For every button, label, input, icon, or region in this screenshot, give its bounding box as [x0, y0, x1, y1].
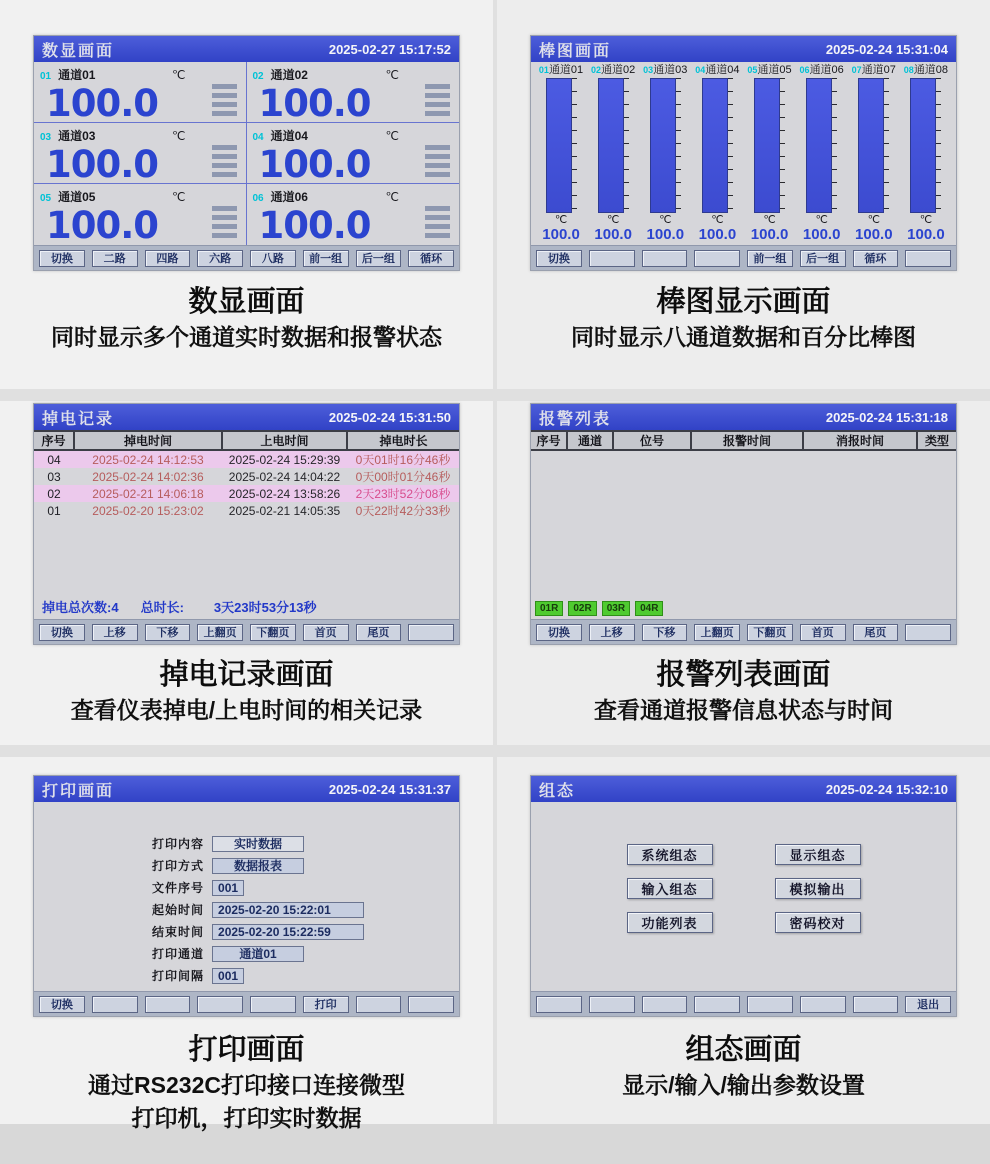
- softkey-empty[interactable]: [250, 996, 296, 1013]
- alarm-level-icon: [212, 206, 237, 238]
- softkey-cycle[interactable]: 循环: [408, 250, 454, 267]
- channel-label: 通道01: [58, 68, 96, 82]
- channel-unit: ℃: [385, 129, 399, 143]
- screen-body: [34, 62, 459, 245]
- cell-poweroff: [0, 401, 493, 745]
- screen-header: [34, 36, 459, 62]
- caption: [0, 657, 493, 727]
- softkey-4ch[interactable]: 四路: [145, 250, 191, 267]
- channel-unit: ℃: [867, 214, 880, 226]
- screen-print: [33, 775, 460, 1017]
- channel-unit: ℃: [554, 214, 568, 226]
- file-number-field[interactable]: 001: [212, 880, 244, 896]
- screen-timestamp: 2025-02-24 15:31:37: [328, 781, 451, 797]
- field-label: 打印通道: [152, 947, 205, 961]
- softkey-empty[interactable]: [197, 996, 243, 1013]
- channel-unit: ℃: [763, 214, 776, 226]
- softkey-8ch[interactable]: 八路: [250, 250, 296, 267]
- bar-channel-column: [796, 63, 848, 245]
- softkey-prev-group[interactable]: 前一组: [303, 250, 349, 267]
- channel-value: 100.0: [258, 143, 371, 186]
- caption-subtitle: 查看通道报警信息状态与时间: [594, 697, 893, 723]
- channel-bar: [650, 78, 676, 213]
- softkey-switch[interactable]: 切换: [39, 250, 85, 267]
- softkey-print[interactable]: 打印: [303, 996, 349, 1013]
- caption: [0, 1032, 493, 1135]
- softkey-empty[interactable]: [589, 996, 635, 1013]
- screen-timestamp: 2025-02-24 15:31:04: [825, 41, 948, 57]
- screen-bar-graph: [530, 35, 957, 271]
- caption-title: 报警列表画面: [656, 659, 831, 691]
- channel-bar: [702, 78, 728, 213]
- field-label: 打印方式: [152, 859, 205, 873]
- print-form: [34, 802, 459, 983]
- channel-value: 100.0: [698, 226, 737, 243]
- channel-label: 通道02: [270, 68, 308, 82]
- channel-value: 100.0: [46, 204, 159, 245]
- channel-value: 100.0: [594, 226, 632, 243]
- table-row[interactable]: 04 2025-02-24 14:12:53 2025-02-24 15:29:39 0天01时16分46秒: [34, 450, 459, 468]
- cell-alarms: [497, 401, 990, 745]
- channel-number: 01: [40, 71, 52, 82]
- col-header-channel: 通道: [567, 431, 613, 450]
- channel-unit: ℃: [711, 214, 724, 226]
- caption-subtitle: 同时显示八通道数据和百分比棒图: [571, 324, 916, 350]
- caption-subtitle: 查看仪表掉电/上电时间的相关记录: [70, 697, 423, 723]
- screen-timestamp: 2025-02-24 15:31:18: [825, 409, 948, 425]
- softkey-empty[interactable]: [145, 996, 191, 1013]
- end-time-field[interactable]: 2025-02-20 15:22:59: [212, 924, 364, 940]
- caption-title: 数显画面: [188, 286, 305, 318]
- screen-timestamp: 2025-02-24 15:32:10: [825, 781, 948, 797]
- caption-subtitle: 打印机，打印实时数据: [131, 1105, 362, 1131]
- channel-number: 08: [903, 65, 914, 75]
- col-header-clear-time: 消报时间: [803, 431, 917, 450]
- table-header-row: [34, 431, 459, 450]
- field-label: 打印间隔: [152, 969, 205, 983]
- bar-scale-ticks: [624, 78, 629, 213]
- screen-header: [531, 404, 956, 430]
- channel-value: 100.0: [258, 204, 371, 245]
- channel-cell: [247, 123, 460, 184]
- screen-alarm-list: [530, 403, 957, 645]
- caption-subtitle: 同时显示多个通道实时数据和报警状态: [51, 324, 442, 350]
- bar-channel-column: [848, 63, 900, 245]
- table-header-row: [531, 431, 956, 450]
- softkey-page-down[interactable]: 下翻页: [747, 624, 793, 641]
- alarm-level-icon: [425, 145, 450, 177]
- screen-header: [531, 36, 956, 62]
- alarm-status-badges: [535, 601, 663, 616]
- channel-unit: ℃: [172, 68, 186, 82]
- softkey-empty[interactable]: [92, 996, 138, 1013]
- softkey-first-page[interactable]: 首页: [303, 624, 349, 641]
- softkey-empty[interactable]: [408, 624, 454, 641]
- channel-number: 05: [40, 193, 52, 204]
- channel-number: 02: [591, 65, 602, 75]
- softkey-switch[interactable]: 切换: [536, 250, 582, 267]
- channel-number: 05: [747, 65, 758, 75]
- screen-title: 报警列表: [539, 410, 612, 428]
- softkey-empty[interactable]: [642, 996, 688, 1013]
- channel-unit: ℃: [607, 214, 620, 226]
- softkey-switch[interactable]: 切换: [39, 624, 85, 641]
- softkey-bar: [34, 991, 459, 1016]
- channel-value: 100.0: [46, 82, 159, 125]
- channel-cell: [247, 62, 460, 123]
- screen-digital-display: [33, 35, 460, 271]
- password-check-button[interactable]: 密码校对: [775, 912, 861, 933]
- softkey-empty[interactable]: [905, 624, 951, 641]
- softkey-bar: [531, 991, 956, 1016]
- channel-number: 07: [851, 65, 862, 75]
- bar-channel-column: [639, 63, 691, 245]
- channel-cell: [34, 184, 247, 245]
- softkey-empty[interactable]: [536, 996, 582, 1013]
- softkey-next-group[interactable]: 后一组: [800, 250, 846, 267]
- cell-digital: [0, 0, 493, 389]
- function-list-button[interactable]: 功能列表: [627, 912, 713, 933]
- bar-scale-ticks: [728, 78, 733, 213]
- channel-grid: [34, 62, 459, 245]
- softkey-bar: [531, 245, 956, 270]
- bar-channel-column: [900, 63, 952, 245]
- channel-unit: ℃: [659, 214, 672, 226]
- input-config-button[interactable]: 输入组态: [627, 878, 713, 899]
- bar-scale-ticks: [780, 78, 785, 213]
- col-header-alarm-time: 报警时间: [691, 431, 803, 450]
- caption-subtitle: 通过RS232C打印接口连接微型: [88, 1072, 405, 1098]
- table-row[interactable]: 03 2025-02-24 14:02:36 2025-02-24 14:04:22 0天00时01分46秒: [47, 469, 451, 484]
- softkey-bar: [34, 245, 459, 270]
- caption-title: 打印画面: [188, 1034, 305, 1066]
- channel-value: 100.0: [802, 226, 841, 243]
- poweroff-stats: [42, 597, 317, 616]
- channel-number: 01: [538, 65, 549, 75]
- table-row[interactable]: 02 2025-02-21 14:06:18 2025-02-24 13:58:26 2天23时52分08秒: [34, 485, 459, 502]
- table-row[interactable]: 01 2025-02-20 15:23:02 2025-02-21 14:05:35 0天22时42分33秒: [47, 503, 451, 518]
- channel-label: 通道06: [270, 190, 308, 204]
- softkey-6ch[interactable]: 六路: [197, 250, 243, 267]
- bar-channel-column: [535, 63, 587, 245]
- alarm-table: [531, 430, 956, 451]
- caption: [497, 284, 990, 354]
- cell-config: [497, 757, 990, 1124]
- bar-channel-column: [587, 63, 639, 245]
- softkey-switch[interactable]: 切换: [39, 996, 85, 1013]
- channel-bar: [754, 78, 780, 213]
- softkey-empty[interactable]: [408, 996, 454, 1013]
- print-channel-field[interactable]: 通道01: [212, 946, 304, 962]
- col-header-seq: 序号: [34, 431, 74, 450]
- screen-timestamp: 2025-02-24 15:31:50: [328, 409, 451, 425]
- cell-bargraph: [497, 0, 990, 389]
- screen-header: [34, 776, 459, 802]
- caption-title: 掉电记录画面: [159, 659, 334, 691]
- bar-scale-ticks: [832, 78, 837, 213]
- screen-config: [530, 775, 957, 1017]
- print-interval-field[interactable]: 001: [212, 968, 244, 984]
- channel-cell: [247, 184, 460, 245]
- screen-title: 组态: [539, 782, 576, 800]
- channel-unit: ℃: [815, 214, 828, 226]
- channel-number: 04: [695, 65, 706, 75]
- cell-print: [0, 757, 493, 1131]
- channel-value: 100.0: [855, 226, 893, 243]
- softkey-page-up[interactable]: 上翻页: [197, 624, 243, 641]
- bar-scale-ticks: [572, 78, 577, 213]
- channel-bar: [858, 78, 884, 213]
- softkey-bar: [34, 619, 459, 644]
- alarm-badge: 01R: [535, 601, 563, 616]
- channel-label: 通道04: [705, 64, 740, 76]
- col-header-tag: 位号: [613, 431, 691, 450]
- caption: [497, 657, 990, 727]
- system-config-button[interactable]: 系统组态: [627, 844, 713, 865]
- softkey-empty[interactable]: [356, 996, 402, 1013]
- softkey-move-up[interactable]: 上移: [92, 624, 138, 641]
- screen-title: 棒图画面: [539, 42, 612, 60]
- channel-number: 06: [252, 193, 264, 204]
- channel-label: 通道07: [861, 64, 896, 76]
- softkey-empty[interactable]: [800, 996, 846, 1013]
- softkey-move-up[interactable]: 上移: [589, 624, 635, 641]
- channel-number: 03: [643, 65, 654, 75]
- screen-title: 数显画面: [42, 42, 115, 60]
- analog-output-button[interactable]: 模拟输出: [775, 878, 861, 899]
- channel-value: 100.0: [258, 82, 371, 125]
- softkey-first-page[interactable]: 首页: [800, 624, 846, 641]
- screen-body: [531, 430, 956, 619]
- channel-value: 100.0: [646, 226, 685, 243]
- softkey-page-down[interactable]: 下翻页: [250, 624, 296, 641]
- alarm-badge: 03R: [602, 601, 630, 616]
- channel-number: 06: [799, 65, 810, 75]
- softkey-last-page[interactable]: 尾页: [853, 624, 899, 641]
- softkey-empty[interactable]: [589, 250, 635, 267]
- field-label: 文件序号: [152, 881, 205, 895]
- total-duration-label: 总时长:: [140, 600, 184, 615]
- screen-body: [34, 430, 459, 619]
- caption-subtitle: 显示/输入/输出参数设置: [622, 1072, 865, 1098]
- channel-label: 通道04: [270, 129, 308, 143]
- screen-title: 打印画面: [42, 782, 115, 800]
- channel-value: 100.0: [907, 226, 945, 243]
- screen-header: [34, 404, 459, 430]
- screen-header: [531, 776, 956, 802]
- channel-number: 03: [40, 132, 52, 143]
- alarm-level-icon: [212, 145, 237, 177]
- display-config-button[interactable]: 显示组态: [775, 844, 861, 865]
- softkey-cycle[interactable]: 循环: [853, 250, 899, 267]
- caption-title: 组态画面: [685, 1034, 802, 1066]
- print-content-field[interactable]: 实时数据: [212, 836, 304, 852]
- total-duration-value: 3天23时53分13秒: [213, 600, 317, 615]
- softkey-exit[interactable]: 退出: [905, 996, 951, 1013]
- col-header-seq: 序号: [531, 431, 567, 450]
- channel-number: 04: [252, 132, 264, 143]
- screen-poweroff-record: [33, 403, 460, 645]
- print-mode-field[interactable]: 数据报表: [212, 858, 304, 874]
- poweroff-count: 掉电总次数:4: [42, 600, 119, 615]
- channel-label: 通道02: [601, 64, 636, 76]
- channel-value: 100.0: [46, 143, 159, 186]
- screen-timestamp: 2025-02-27 15:17:52: [328, 41, 451, 57]
- alarm-badge: 02R: [568, 601, 596, 616]
- channel-value: 100.0: [750, 226, 789, 243]
- channel-label: 通道05: [757, 64, 792, 76]
- bar-scale-ticks: [936, 78, 941, 213]
- col-header-type: 类型: [917, 431, 956, 450]
- softkey-empty[interactable]: [694, 250, 740, 267]
- channel-bar: [598, 78, 624, 213]
- channel-unit: ℃: [919, 214, 933, 226]
- screen-title: 掉电记录: [42, 410, 115, 428]
- channel-bar: [546, 78, 572, 213]
- channel-unit: ℃: [172, 129, 186, 143]
- bar-scale-ticks: [676, 78, 681, 213]
- channel-label: 通道06: [809, 64, 844, 76]
- softkey-empty[interactable]: [747, 996, 793, 1013]
- field-label: 起始时间: [152, 903, 205, 917]
- softkey-switch[interactable]: 切换: [536, 624, 582, 641]
- screen-body: [531, 62, 956, 245]
- channel-unit: ℃: [385, 68, 399, 82]
- channel-label: 通道03: [653, 64, 688, 76]
- field-label: 结束时间: [152, 925, 205, 939]
- alarm-level-icon: [425, 206, 450, 238]
- field-label: 打印内容: [152, 837, 205, 851]
- softkey-empty[interactable]: [642, 250, 688, 267]
- col-header-on-time: 上电时间: [222, 431, 347, 450]
- channel-cell: [34, 62, 247, 123]
- alarm-level-icon: [425, 84, 450, 116]
- alarm-badge: 04R: [635, 601, 663, 616]
- col-header-duration: 掉电时长: [347, 431, 459, 450]
- channel-bar: [806, 78, 832, 213]
- caption: [0, 284, 493, 354]
- bar-columns: [531, 62, 956, 245]
- softkey-2ch[interactable]: 二路: [92, 250, 138, 267]
- softkey-prev-group[interactable]: 前一组: [747, 250, 793, 267]
- bar-scale-ticks: [884, 78, 889, 213]
- channel-unit: ℃: [385, 190, 399, 204]
- channel-unit: ℃: [172, 190, 186, 204]
- softkey-page-up[interactable]: 上翻页: [694, 624, 740, 641]
- bar-channel-column: [744, 63, 796, 245]
- channel-cell: [34, 123, 247, 184]
- screen-body: [531, 802, 956, 991]
- softkey-empty[interactable]: [694, 996, 740, 1013]
- channel-label: 通道01: [548, 64, 584, 76]
- bar-channel-column: [691, 63, 743, 245]
- poweroff-table: [34, 430, 459, 519]
- col-header-off-time: 掉电时间: [74, 431, 222, 450]
- channel-bar: [910, 78, 936, 213]
- softkey-empty[interactable]: [853, 996, 899, 1013]
- screen-body: [34, 802, 459, 991]
- channel-label: 通道08: [913, 64, 949, 76]
- softkey-move-down[interactable]: 下移: [642, 624, 688, 641]
- softkey-bar: [531, 619, 956, 644]
- softkey-last-page[interactable]: 尾页: [356, 624, 402, 641]
- alarm-level-icon: [212, 84, 237, 116]
- channel-value: 100.0: [542, 226, 580, 243]
- softkey-move-down[interactable]: 下移: [145, 624, 191, 641]
- softkey-next-group[interactable]: 后一组: [356, 250, 402, 267]
- channel-label: 通道05: [58, 190, 96, 204]
- caption: [497, 1032, 990, 1102]
- start-time-field[interactable]: 2025-02-20 15:22:01: [212, 902, 364, 918]
- softkey-empty[interactable]: [905, 250, 951, 267]
- channel-number: 02: [252, 71, 264, 82]
- config-menu: [531, 844, 956, 933]
- channel-label: 通道03: [58, 129, 96, 143]
- caption-title: 棒图显示画面: [656, 286, 831, 318]
